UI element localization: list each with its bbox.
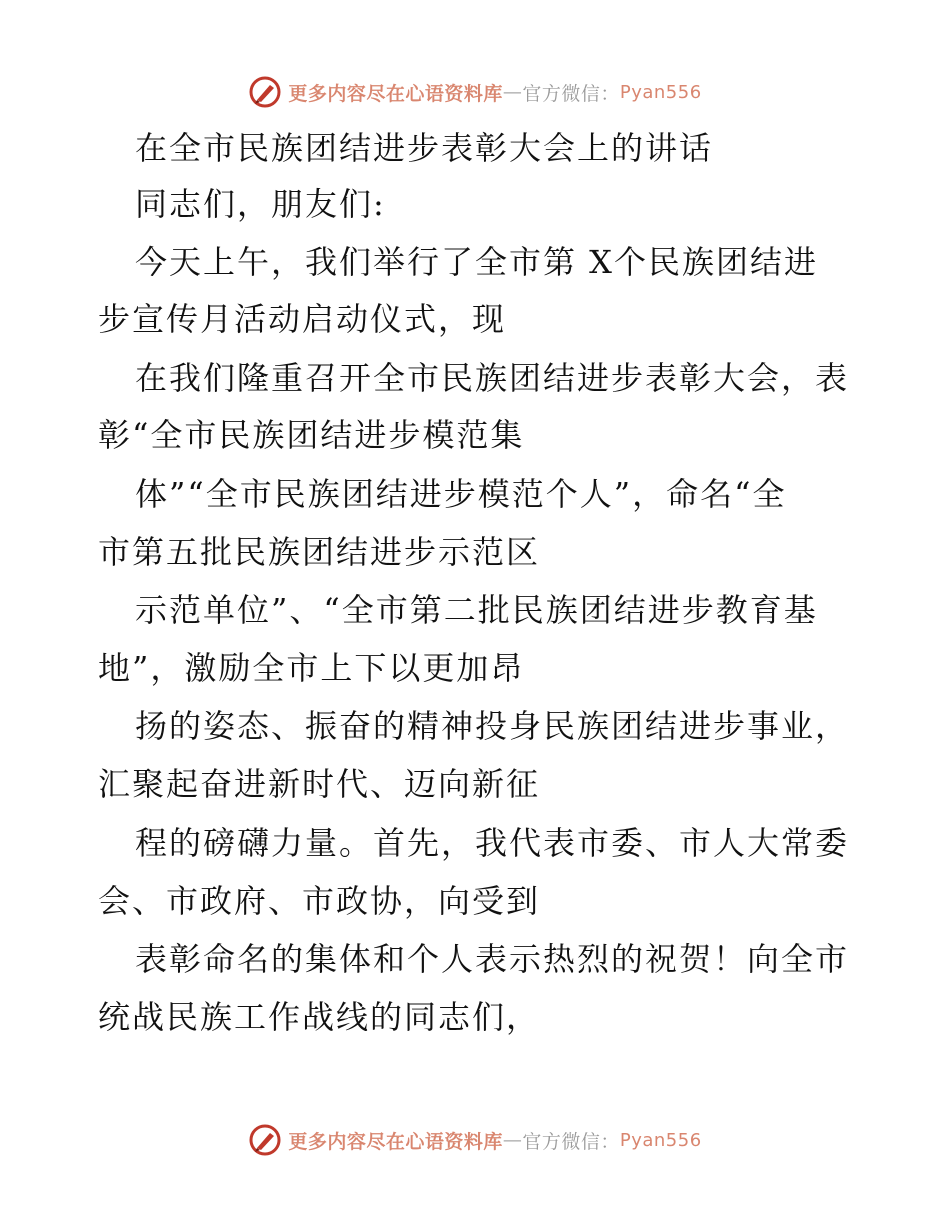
text-line: 会、市政府、市政协，向受到 — [98, 882, 541, 920]
text-line: 体”“全市民族团结进步模范个人”，命名“全 — [135, 475, 787, 513]
text-line: 市第五批民族团结进步示范区 — [98, 533, 541, 571]
document-title: 在全市民族团结进步表彰大会上的讲话 — [135, 129, 714, 167]
header-watermark — [0, 72, 950, 112]
watermark-site-name: 更多内容尽在心语资料库 — [288, 1130, 503, 1153]
text-line: 今天上午，我们举行了全市第 X个民族团结进 — [135, 243, 818, 281]
text-line: 汇聚起奋进新时代、迈向新征 — [98, 765, 541, 803]
text-line: 表彰命名的集体和个人表示热烈的祝贺！向全市 — [135, 940, 850, 978]
watermark-wechat-label: 官方微信： — [522, 1130, 620, 1153]
watermark-wechat-id: Pyan556 — [619, 81, 702, 103]
pen-logo-icon — [248, 1123, 282, 1157]
text-line: 彰“全市民族团结进步模范集 — [98, 416, 525, 454]
text-line: 程的磅礴力量。首先，我代表市委、市人大常委 — [135, 824, 850, 862]
watermark-dash: — — [502, 81, 523, 103]
text-line: 步宣传月活动启动仪式，现 — [98, 300, 507, 338]
watermark-wechat-id: Pyan556 — [619, 1129, 702, 1151]
text-line: 统战民族工作战线的同志们， — [98, 998, 541, 1036]
salutation: 同志们，朋友们: — [135, 185, 386, 223]
text-line: 在我们隆重召开全市民族团结进步表彰大会，表 — [135, 359, 850, 397]
watermark-site-name: 更多内容尽在心语资料库 — [288, 82, 503, 105]
text-line: 示范单位”、“全市第二批民族团结进步教育基 — [135, 591, 818, 629]
watermark-wechat-label: 官方微信： — [522, 82, 620, 105]
text-line: 地”，激励全市上下以更加昂 — [98, 649, 525, 687]
text-line: 扬的姿态、振奋的精神投身民族团结进步事业， — [135, 707, 850, 745]
watermark-dash: — — [502, 1129, 523, 1151]
footer-watermark — [0, 1120, 950, 1160]
pen-logo-icon — [248, 75, 282, 109]
